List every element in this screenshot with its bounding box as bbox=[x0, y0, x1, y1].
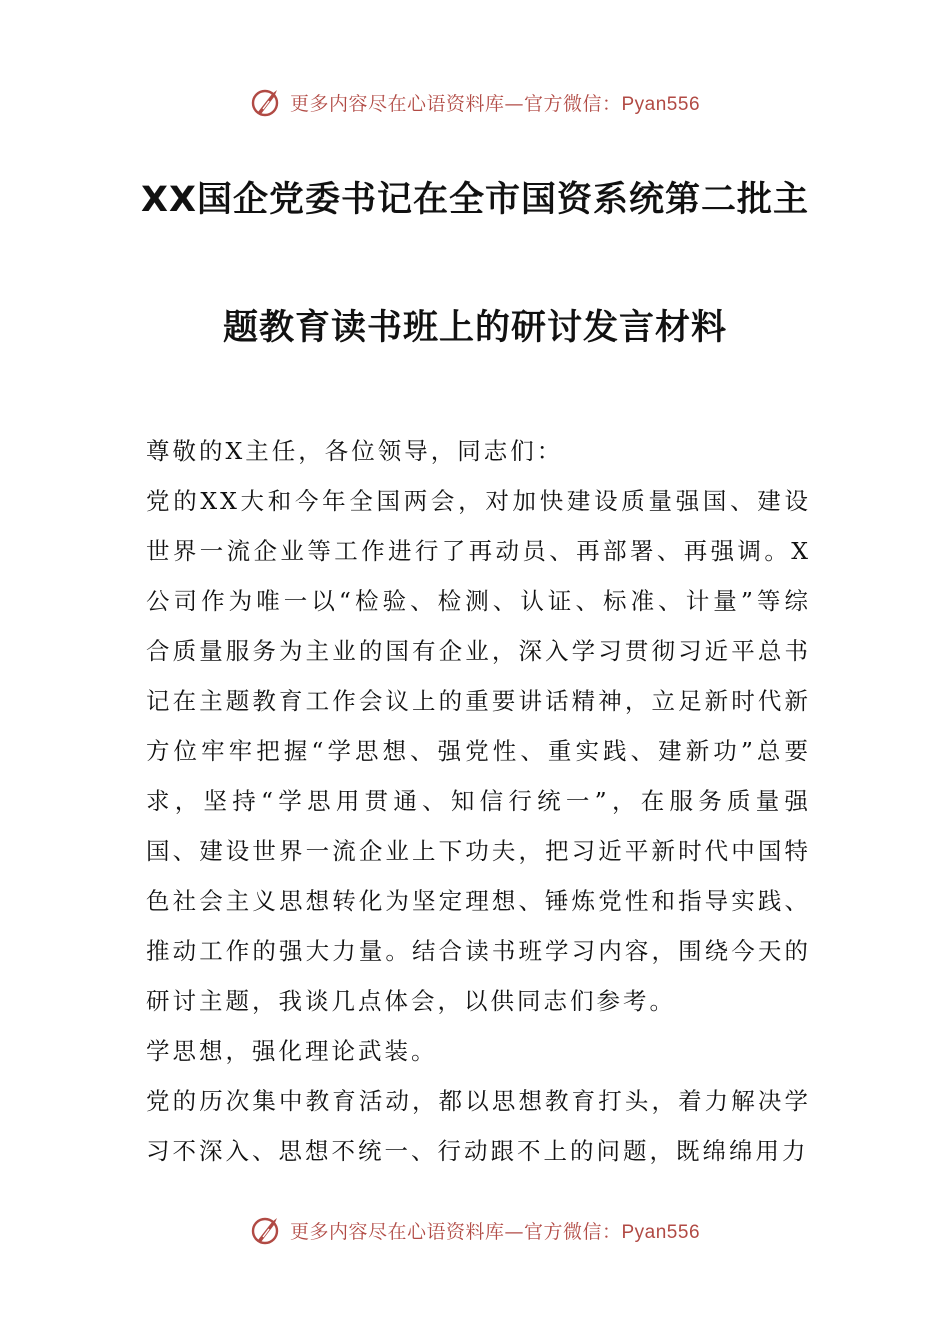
banner-text bbox=[290, 89, 700, 116]
banner-site-name: 更多内容尽在心语资料库 bbox=[289, 1220, 505, 1243]
document-body bbox=[146, 426, 811, 1176]
banner-text bbox=[290, 1217, 700, 1244]
header-banner bbox=[0, 80, 950, 124]
banner-site-name: 更多内容尽在心语资料库 bbox=[289, 92, 505, 115]
banner-separator: — bbox=[504, 92, 524, 115]
document-title-line-1: XX国企党委书记在全市国资系统第二批主 bbox=[141, 180, 809, 220]
salutation: 尊敬的X主任，各位领导，同志们： bbox=[146, 437, 564, 465]
pen-nib-logo-icon bbox=[250, 85, 284, 119]
footer-banner bbox=[0, 1208, 950, 1252]
paragraph-2: 党的历次集中教育活动，都以思想教育打头，着力解决学习不深入、思想不统一、行动跟不上的问题，既绵绵用力 bbox=[146, 1087, 811, 1165]
banner-wechat-id: Pyan556 bbox=[621, 1221, 701, 1243]
banner-wechat-label: 官方微信： bbox=[523, 1220, 622, 1243]
section-heading-1: 学思想，强化理论武装。 bbox=[146, 1037, 438, 1065]
document-title-line-2: 题教育读书班上的研讨发言材料 bbox=[222, 308, 727, 348]
pen-nib-logo-icon bbox=[250, 1213, 284, 1247]
banner-wechat-id: Pyan556 bbox=[621, 93, 701, 115]
banner-wechat-label: 官方微信： bbox=[523, 92, 622, 115]
banner-separator: — bbox=[504, 1220, 524, 1243]
paragraph-1: 党的XX大和今年全国两会，对加快建设质量强国、建设世界一流企业等工作进行了再动员、再部署、再强调。X公司作为唯一以“检验、检测、认证、标准、计量”等综合质量服务为主业的国有企业，深入学习贯彻习近平总书记在主题教育工作会议上的重要讲话精神，立足新时代新方位牢牢把握“学思想、强党性、重实践、建新功”总要求，坚持“学思用贯通、知信行统一”，在服务质量强国、建设世界一流企业上下功夫，把习近平新时代中国特色社会主义思想转化为坚定理想、锤炼党性和指导实践、推动工作的强大力量。结合读书班学习内容，围绕今天的研讨主题，我谈几点体会，以供同志们参考。 bbox=[146, 487, 811, 1015]
